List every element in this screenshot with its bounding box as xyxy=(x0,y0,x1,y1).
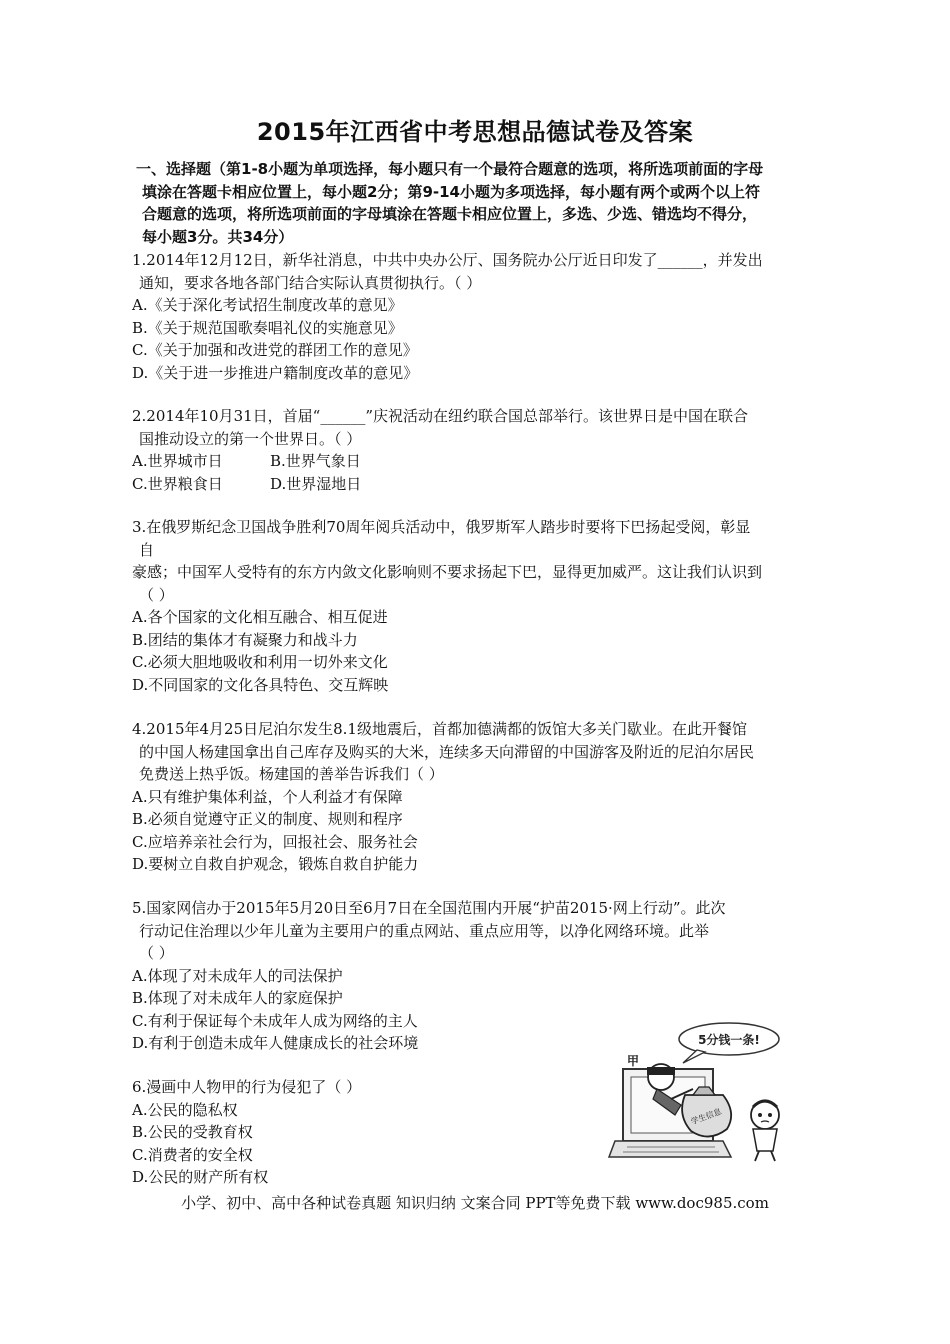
option-a: A.只有维护集体利益，个人利益才有保障 xyxy=(132,787,403,806)
question-6 xyxy=(132,1076,592,1189)
speech-text: 5分钱一条! xyxy=(698,1033,760,1047)
option-a: A.各个国家的文化相互融合、相互促进 xyxy=(132,608,388,626)
option-b: B.体现了对未成年人的家庭保护 xyxy=(132,989,343,1007)
option-d: D.不同国家的文化各具特色、交互辉映 xyxy=(132,675,389,694)
question-stem: 行动记住治理以少年儿童为主要用户的重点网站、重点应用等，以净化网络环境。此举 xyxy=(139,921,710,940)
option-b: B.世界气象日 xyxy=(270,452,361,470)
question-stem: （ ） xyxy=(139,585,174,604)
cartoon-illustration xyxy=(605,1019,795,1164)
page-footer: 小学、初中、高中各种试卷真题 知识归纳 文案合同 PPT等免费下载 www.doc985.com xyxy=(181,1194,769,1212)
option-row xyxy=(132,473,822,496)
person-label: 甲 xyxy=(627,1054,640,1068)
question-2 xyxy=(132,405,822,495)
option-d: D.有利于创造未成年人健康成长的社会环境 xyxy=(132,1034,419,1052)
question-stem: （ ） xyxy=(139,944,174,962)
page-title: 2015年江西省中考思想品德试卷及答案 xyxy=(256,118,694,146)
option-c: C.消费者的安全权 xyxy=(132,1145,253,1164)
option-a: A.公民的隐私权 xyxy=(132,1100,238,1119)
question-stem: 的中国人杨建国拿出自己库存及购买的大米，连续多天向滞留的中国游客及附近的尼泊尔居民 xyxy=(139,742,755,761)
option-b: B.公民的受教育权 xyxy=(132,1123,253,1141)
question-stem: 6.漫画中人物甲的行为侵犯了（ ） xyxy=(132,1078,362,1096)
instruction-line: 填涂在答题卡相应位置上，每小题2分；第9-14小题为多项选择，每小题有两个或两个以上符 xyxy=(142,182,760,201)
option-c: C.世界粮食日 xyxy=(132,474,223,493)
option-d: D.世界湿地日 xyxy=(270,474,362,493)
question-stem: 国推动设立的第一个世界日。（ ） xyxy=(139,429,362,448)
option-b: B.团结的集体才有凝聚力和战斗力 xyxy=(132,630,358,649)
instruction-line: 合题意的选项，将所选项前面的字母填涂在答题卡相应位置上，多选、少选、错选均不得分， xyxy=(142,205,758,223)
option-d: D.要树立自救自护观念，锻炼自救自护能力 xyxy=(132,855,419,873)
bag-label: 学生信息 xyxy=(689,1106,723,1127)
question-stem: 自 xyxy=(139,540,155,559)
option-a: A.世界城市日 xyxy=(132,452,223,470)
option-b: B.必须自觉遵守正义的制度、规则和程序 xyxy=(132,810,403,828)
question-3 xyxy=(132,516,822,696)
question-stem: 1.2014年12月12日，新华社消息，中共中央办公厅、国务院办公厅近日印发了______，并发出 xyxy=(132,251,763,269)
option-a: A.《关于深化考试招生制度改革的意见》 xyxy=(132,296,403,314)
question-stem: 免费送上热乎饭。杨建国的善举告诉我们（ ） xyxy=(139,765,444,783)
question-4 xyxy=(132,718,822,876)
question-stem: 通知，要求各地各部门结合实际认真贯彻执行。（ ） xyxy=(139,273,482,292)
option-d: D.公民的财产所有权 xyxy=(132,1168,269,1186)
question-stem: 豪感；中国军人受特有的东方内敛文化影响则不要求扬起下巴，显得更加威严。这让我们认识到 xyxy=(132,563,763,581)
question-stem: 2.2014年10月31日，首届“______”庆祝活动在纽约联合国总部举行。该世界日是中国在联合 xyxy=(132,407,748,425)
option-row xyxy=(132,450,822,473)
option-c: C.应培养亲社会行为，回报社会、服务社会 xyxy=(132,832,418,851)
option-d: D.《关于进一步推进户籍制度改革的意见》 xyxy=(132,363,419,382)
question-stem: 4.2015年4月25日尼泊尔发生8.1级地震后，首都加德满都的饭馆大多关门歇业。在此开餐馆 xyxy=(132,720,747,738)
money-bag-icon xyxy=(682,1087,731,1137)
question-1 xyxy=(132,249,822,384)
option-a: A.体现了对未成年人的司法保护 xyxy=(132,966,343,985)
option-c: C.必须大胆地吸收和利用一切外来文化 xyxy=(132,653,388,671)
option-c: C.有利于保证每个未成年人成为网络的主人 xyxy=(132,1011,418,1030)
option-b: B.《关于规范国歌奏唱礼仪的实施意见》 xyxy=(132,318,403,337)
instruction-line: 每小题3分。共34分） xyxy=(142,227,294,246)
child-figure-icon xyxy=(751,1101,779,1161)
instruction-line: 一、选择题（第1-8小题为单项选择，每小题只有一个最符合题意的选项，将所选项前面的字母 xyxy=(136,160,764,178)
speech-bubble xyxy=(679,1023,779,1063)
question-stem: 5.国家网信办于2015年5月20日至6月7日在全国范围内开展“护苗2015·网上行动”。此次 xyxy=(132,899,726,917)
option-c: C.《关于加强和改进党的群团工作的意见》 xyxy=(132,341,418,359)
section-instructions xyxy=(136,158,816,248)
question-stem: 3.在俄罗斯纪念卫国战争胜利70周年阅兵活动中，俄罗斯军人踏步时要将下巴扬起受阅，彰显 xyxy=(132,518,751,536)
